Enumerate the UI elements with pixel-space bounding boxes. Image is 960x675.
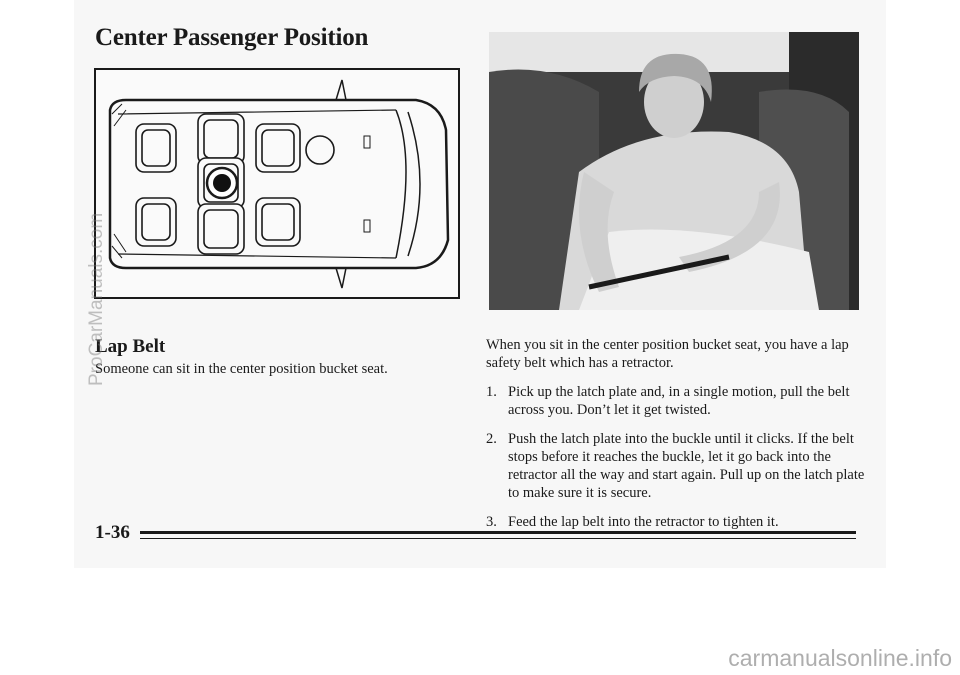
step-item [486, 513, 876, 531]
side-watermark: ProCarManuals.com [86, 212, 107, 386]
steps-list [486, 383, 876, 531]
passenger-buckling-lap-belt-photo [489, 32, 859, 310]
intro-paragraph: When you sit in the center position bucket seat, you have a lap safety belt which has a retractor. [486, 337, 849, 371]
page-heading: Center Passenger Position [95, 24, 369, 51]
step-number: 1. [486, 384, 497, 400]
section-subheading: Lap Belt [95, 336, 166, 357]
instructions-column [486, 336, 876, 542]
vehicle-seating-diagram [94, 68, 460, 299]
step-text: Pick up the latch plate and, in a single motion, pull the belt across you. Don’t let it get twisted. [508, 384, 850, 418]
step-text: Feed the lap belt into the retractor to tighten it. [508, 514, 779, 530]
passenger-photo [489, 32, 859, 310]
step-text: Push the latch plate into the buckle until it clicks. If the belt stops before it reaches the buckle, let it go back into the retractor all the way and start again. Pull up on the latch plate to make sure it is secure. [508, 431, 865, 501]
bottom-watermark: carmanualsonline.info [728, 645, 952, 671]
footer-rule [140, 531, 856, 534]
page-number: 1-36 [95, 522, 130, 543]
vehicle-seating-diagram-icon [96, 70, 458, 297]
step-item [486, 383, 876, 419]
footer-rule-thin [140, 538, 856, 539]
step-number: 3. [486, 514, 497, 530]
step-item [486, 430, 876, 502]
left-body-text: Someone can sit in the center position bucket seat. [95, 361, 388, 377]
step-number: 2. [486, 431, 497, 447]
